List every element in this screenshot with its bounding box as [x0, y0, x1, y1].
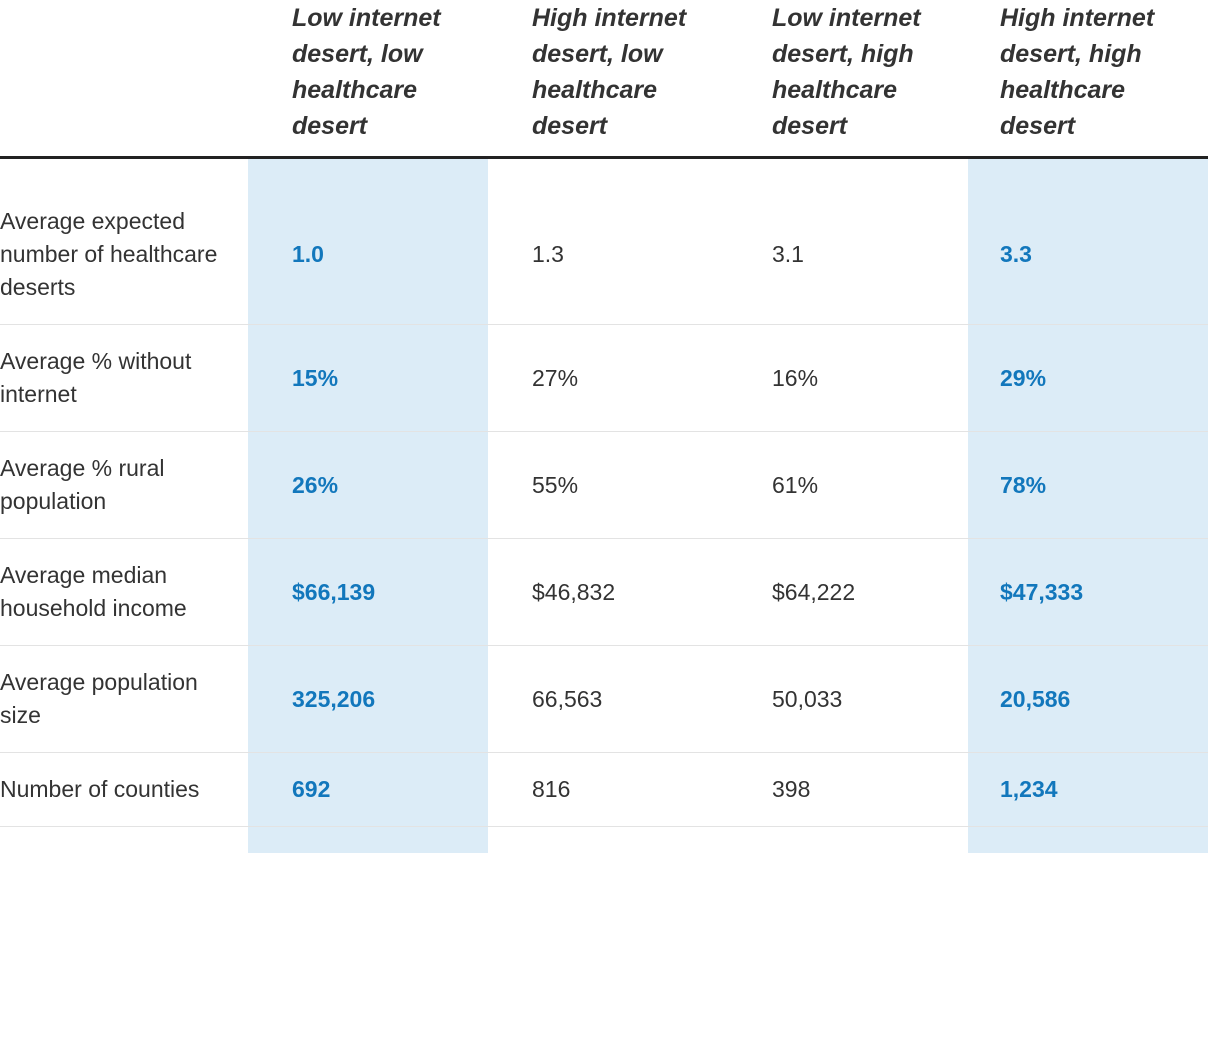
- table-cell: $64,222: [728, 539, 968, 646]
- table-head: [0, 0, 1208, 158]
- column-header-3-text: Low internet desert, high healthcare desert: [772, 4, 921, 140]
- table-cell: 16%: [728, 325, 968, 432]
- row-label: Average median household income: [0, 539, 248, 646]
- row-label: Average expected number of healthcare deserts: [0, 185, 248, 325]
- table-cell: 20,586: [968, 646, 1208, 753]
- column-header-3: [728, 0, 968, 158]
- table-row: [0, 325, 1208, 432]
- table-row: [0, 753, 1208, 827]
- row-label: Average % without internet: [0, 325, 248, 432]
- table-cell: 1,234: [968, 753, 1208, 827]
- header-row: [0, 0, 1208, 158]
- column-header-4: [968, 0, 1208, 158]
- table-cell: 816: [488, 753, 728, 827]
- table-cell: 61%: [728, 432, 968, 539]
- table-cell: 325,206: [248, 646, 488, 753]
- table-cell: 3.1: [728, 185, 968, 325]
- table-cell: 55%: [488, 432, 728, 539]
- table-cell: $46,832: [488, 539, 728, 646]
- table-cell: 50,033: [728, 646, 968, 753]
- table-row: [0, 185, 1208, 325]
- table-row: [0, 646, 1208, 753]
- table-cell: $47,333: [968, 539, 1208, 646]
- table-cell: 29%: [968, 325, 1208, 432]
- column-header-1: [248, 0, 488, 158]
- column-header-4-text: High internet desert, high healthcare desert: [1000, 4, 1155, 140]
- column-header-1-text: Low internet desert, low healthcare desert: [292, 4, 441, 140]
- header-spacer-row: [0, 158, 1208, 186]
- table-cell: 26%: [248, 432, 488, 539]
- row-label: Average % rural population: [0, 432, 248, 539]
- table-cell: 1.3: [488, 185, 728, 325]
- table-cell: 1.0: [248, 185, 488, 325]
- table-cell: 78%: [968, 432, 1208, 539]
- table-cell: 27%: [488, 325, 728, 432]
- table-cell: 398: [728, 753, 968, 827]
- table-cell: 66,563: [488, 646, 728, 753]
- column-header-2: [488, 0, 728, 158]
- table-cell: 692: [248, 753, 488, 827]
- row-label: Number of counties: [0, 753, 248, 827]
- footer-spacer-row: [0, 827, 1208, 854]
- table-body: [0, 158, 1208, 854]
- column-header-label: [0, 0, 248, 158]
- table-row: [0, 432, 1208, 539]
- table-cell: $66,139: [248, 539, 488, 646]
- column-header-2-text: High internet desert, low healthcare desert: [532, 4, 687, 140]
- table-cell: 15%: [248, 325, 488, 432]
- table-row: [0, 539, 1208, 646]
- table-cell: 3.3: [968, 185, 1208, 325]
- row-label: Average population size: [0, 646, 248, 753]
